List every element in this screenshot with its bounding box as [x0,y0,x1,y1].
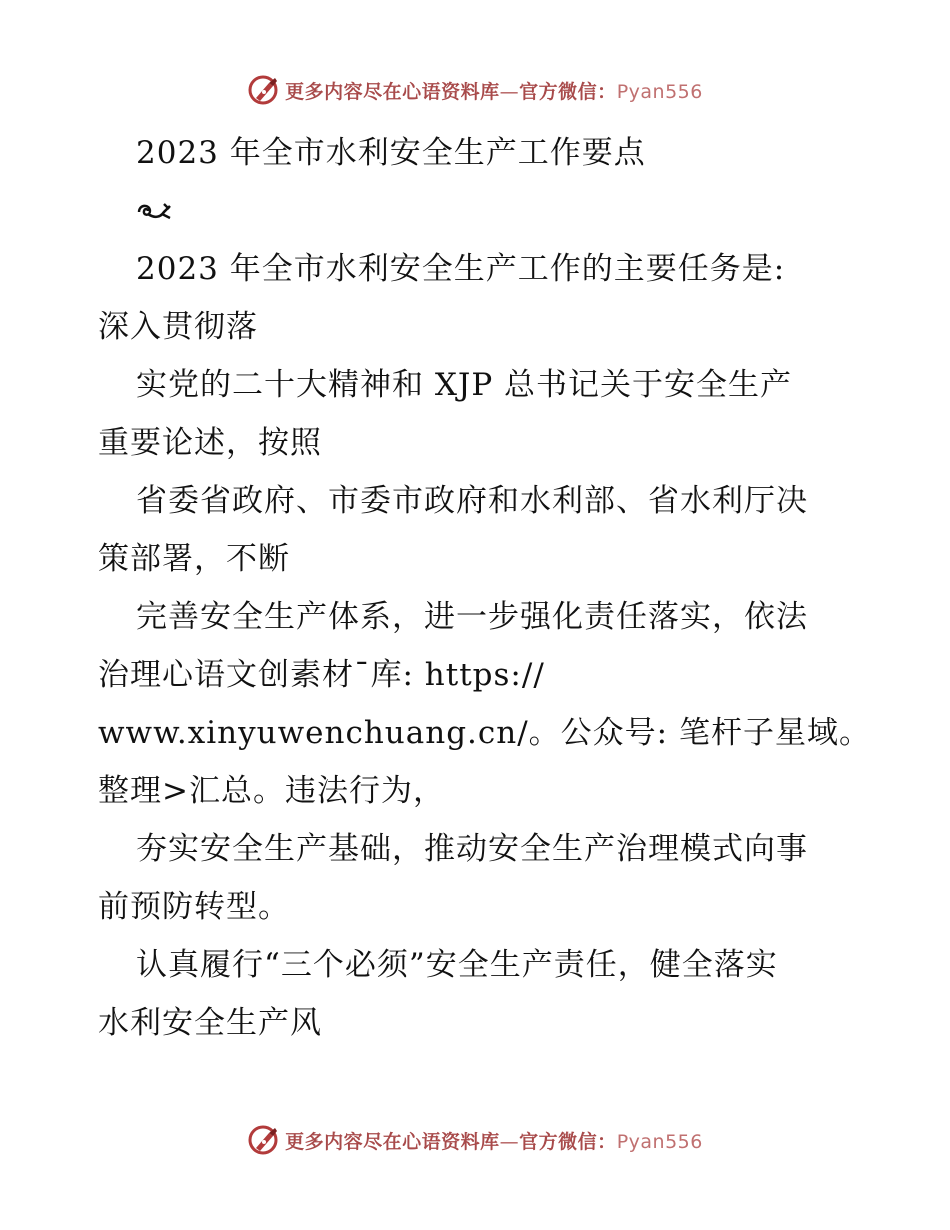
footer-wechat-id: Pyan556 [616,1130,703,1153]
header-banner [0,70,950,110]
paragraph-line: 深入贯彻落 [98,309,258,345]
paragraph-line: 认真履行“三个必须”安全生产责任，健全落实 [136,947,778,983]
paragraph-line: 策部署，不断 [98,541,290,577]
header-wechat-label: 官方微信： [519,80,617,103]
paragraph-line: www.xinyuwenchuang.cn/。公众号: 笔杆子星域。 [98,715,871,751]
document-body [98,124,871,1052]
pen-nib-logo-icon [247,1123,281,1157]
paragraph-line: 夯实安全生产基础，推动安全生产治理模式向事 [136,831,808,867]
document-title: 2023 年全市水利安全生产工作要点 [136,135,646,171]
footer-wechat-label: 官方微信： [519,1130,617,1153]
pen-nib-logo-icon [247,73,281,107]
footer-banner-text [285,1127,703,1154]
paragraph-line: 整理>汇总。违法行为， [98,773,445,809]
header-banner-content [247,73,703,107]
header-banner-text [285,77,703,104]
paragraph-line: 省委省政府、市委市政府和水利部、省水利厅决 [136,483,808,519]
paragraph-line: 前预防转型。 [98,889,290,925]
paragraph-line: 实党的二十大精神和 XJP 总书记关于安全生产 [136,367,793,403]
footer-site-text: 更多内容尽在心语资料库 [285,1130,500,1153]
paragraph-line: 2023 年全市水利安全生产工作的主要任务是: [136,251,786,287]
footer-separator: — [499,1130,520,1153]
ornament-row [98,182,858,240]
paragraph-line: 水利安全生产风 [98,1005,322,1041]
paragraph-line: 治理心语文创素材¯库: https:// [98,657,545,693]
paragraph-line: 完善安全生产体系，进一步强化责任落实，依法 [136,599,808,635]
footer-banner-content [247,1123,703,1157]
header-wechat-id: Pyan556 [616,80,703,103]
flourish-ornament-icon [136,200,172,222]
header-separator: — [499,80,520,103]
paragraph-line: 重要论述，按照 [98,425,322,461]
header-site-text: 更多内容尽在心语资料库 [285,80,500,103]
footer-banner [0,1120,950,1160]
